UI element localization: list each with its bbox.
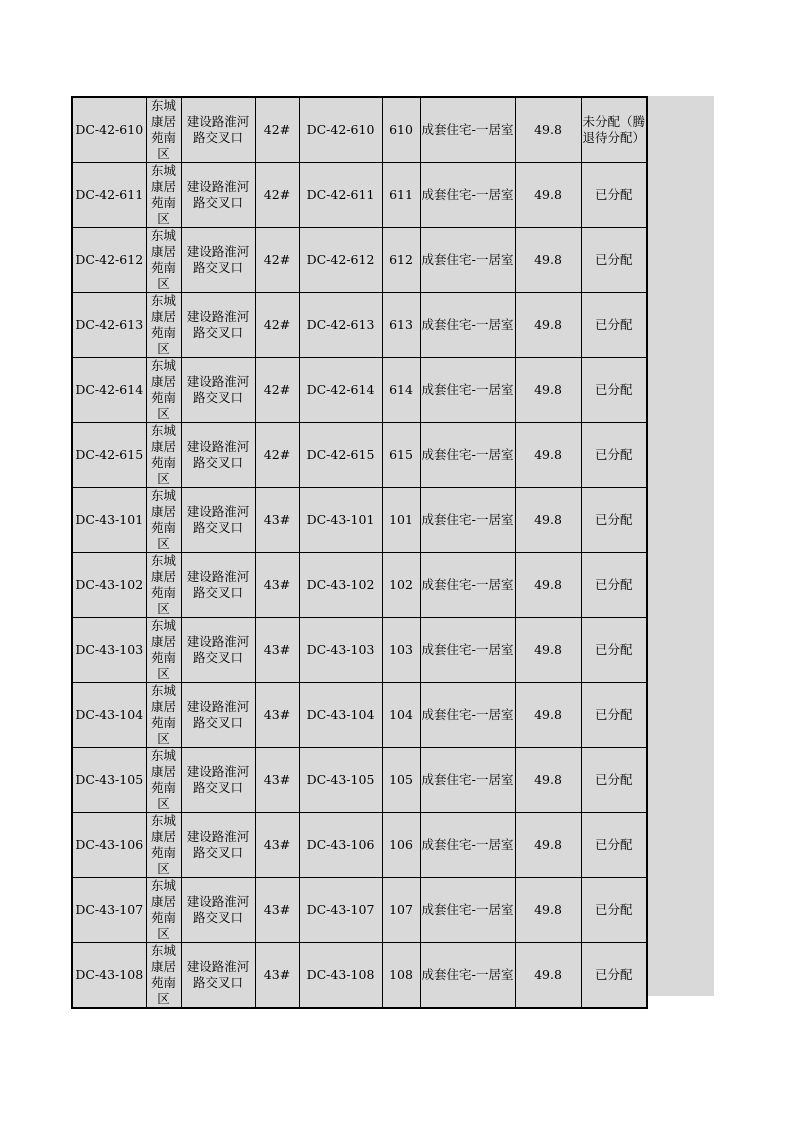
cell-status: 已分配 <box>581 878 647 943</box>
cell-building: 42# <box>255 293 299 358</box>
cell-unit-code: DC-42-611 <box>299 163 382 228</box>
cell-unit-code: DC-42-614 <box>299 358 382 423</box>
cell-status: 已分配 <box>581 423 647 488</box>
cell-room: 101 <box>382 488 420 553</box>
cell-housing-type: 成套住宅-一居室 <box>420 423 515 488</box>
cell-building: 43# <box>255 488 299 553</box>
cell-unit-code: DC-43-106 <box>299 813 382 878</box>
cell-community: 东城康居苑南区 <box>146 293 181 358</box>
cell-community: 东城康居苑南区 <box>146 488 181 553</box>
cell-code: DC-42-615 <box>72 423 146 488</box>
table-row <box>72 228 647 293</box>
cell-building: 43# <box>255 813 299 878</box>
cell-area-size: 49.8 <box>515 683 581 748</box>
housing-table <box>71 96 648 1009</box>
table-row <box>72 618 647 683</box>
sheet-side-band <box>646 96 714 996</box>
cell-building: 43# <box>255 618 299 683</box>
cell-building: 42# <box>255 228 299 293</box>
cell-community: 东城康居苑南区 <box>146 163 181 228</box>
cell-area-size: 49.8 <box>515 488 581 553</box>
cell-area-size: 49.8 <box>515 293 581 358</box>
cell-community: 东城康居苑南区 <box>146 878 181 943</box>
cell-code: DC-43-108 <box>72 943 146 1009</box>
cell-unit-code: DC-43-104 <box>299 683 382 748</box>
cell-area-size: 49.8 <box>515 163 581 228</box>
cell-unit-code: DC-42-612 <box>299 228 382 293</box>
cell-housing-type: 成套住宅-一居室 <box>420 683 515 748</box>
cell-community: 东城康居苑南区 <box>146 228 181 293</box>
cell-housing-type: 成套住宅-一居室 <box>420 618 515 683</box>
cell-area-size: 49.8 <box>515 228 581 293</box>
cell-building: 43# <box>255 943 299 1009</box>
cell-unit-code: DC-42-613 <box>299 293 382 358</box>
cell-room: 104 <box>382 683 420 748</box>
cell-code: DC-43-106 <box>72 813 146 878</box>
cell-unit-code: DC-43-102 <box>299 553 382 618</box>
cell-community: 东城康居苑南区 <box>146 748 181 813</box>
cell-unit-code: DC-43-107 <box>299 878 382 943</box>
table-row <box>72 748 647 813</box>
cell-code: DC-42-610 <box>72 97 146 163</box>
cell-housing-type: 成套住宅-一居室 <box>420 228 515 293</box>
cell-status: 已分配 <box>581 813 647 878</box>
cell-community: 东城康居苑南区 <box>146 553 181 618</box>
cell-code: DC-43-102 <box>72 553 146 618</box>
cell-area-size: 49.8 <box>515 358 581 423</box>
cell-address: 建设路淮河路交叉口 <box>181 618 255 683</box>
cell-status: 已分配 <box>581 618 647 683</box>
cell-status: 已分配 <box>581 553 647 618</box>
table-row <box>72 97 647 163</box>
cell-room: 103 <box>382 618 420 683</box>
cell-community: 东城康居苑南区 <box>146 683 181 748</box>
cell-community: 东城康居苑南区 <box>146 618 181 683</box>
table-row <box>72 943 647 1009</box>
cell-housing-type: 成套住宅-一居室 <box>420 553 515 618</box>
cell-code: DC-42-612 <box>72 228 146 293</box>
cell-address: 建设路淮河路交叉口 <box>181 488 255 553</box>
cell-unit-code: DC-42-610 <box>299 97 382 163</box>
cell-housing-type: 成套住宅-一居室 <box>420 488 515 553</box>
cell-unit-code: DC-43-108 <box>299 943 382 1009</box>
cell-building: 43# <box>255 878 299 943</box>
cell-housing-type: 成套住宅-一居室 <box>420 163 515 228</box>
cell-community: 东城康居苑南区 <box>146 358 181 423</box>
cell-area-size: 49.8 <box>515 553 581 618</box>
cell-code: DC-43-105 <box>72 748 146 813</box>
cell-status: 已分配 <box>581 358 647 423</box>
cell-room: 614 <box>382 358 420 423</box>
cell-code: DC-43-107 <box>72 878 146 943</box>
cell-status: 已分配 <box>581 748 647 813</box>
table-row <box>72 488 647 553</box>
cell-address: 建设路淮河路交叉口 <box>181 293 255 358</box>
cell-room: 106 <box>382 813 420 878</box>
cell-unit-code: DC-42-615 <box>299 423 382 488</box>
cell-status: 已分配 <box>581 293 647 358</box>
cell-status: 已分配 <box>581 488 647 553</box>
cell-code: DC-42-613 <box>72 293 146 358</box>
cell-community: 东城康居苑南区 <box>146 423 181 488</box>
cell-unit-code: DC-43-103 <box>299 618 382 683</box>
cell-room: 105 <box>382 748 420 813</box>
cell-code: DC-43-101 <box>72 488 146 553</box>
cell-address: 建设路淮河路交叉口 <box>181 358 255 423</box>
cell-room: 613 <box>382 293 420 358</box>
cell-room: 108 <box>382 943 420 1009</box>
cell-area-size: 49.8 <box>515 813 581 878</box>
cell-housing-type: 成套住宅-一居室 <box>420 813 515 878</box>
cell-housing-type: 成套住宅-一居室 <box>420 943 515 1009</box>
cell-address: 建设路淮河路交叉口 <box>181 228 255 293</box>
cell-address: 建设路淮河路交叉口 <box>181 813 255 878</box>
table-row <box>72 293 647 358</box>
cell-room: 612 <box>382 228 420 293</box>
cell-room: 107 <box>382 878 420 943</box>
table-row <box>72 358 647 423</box>
cell-address: 建设路淮河路交叉口 <box>181 423 255 488</box>
cell-community: 东城康居苑南区 <box>146 97 181 163</box>
cell-status: 未分配（腾退待分配） <box>581 97 647 163</box>
cell-status: 已分配 <box>581 943 647 1009</box>
cell-code: DC-43-103 <box>72 618 146 683</box>
cell-area-size: 49.8 <box>515 748 581 813</box>
cell-unit-code: DC-43-101 <box>299 488 382 553</box>
cell-housing-type: 成套住宅-一居室 <box>420 878 515 943</box>
cell-area-size: 49.8 <box>515 97 581 163</box>
cell-community: 东城康居苑南区 <box>146 813 181 878</box>
cell-room: 102 <box>382 553 420 618</box>
cell-room: 615 <box>382 423 420 488</box>
cell-area-size: 49.8 <box>515 618 581 683</box>
cell-address: 建设路淮河路交叉口 <box>181 943 255 1009</box>
table-row <box>72 878 647 943</box>
cell-building: 43# <box>255 553 299 618</box>
cell-building: 42# <box>255 423 299 488</box>
cell-building: 42# <box>255 358 299 423</box>
table-row <box>72 553 647 618</box>
cell-status: 已分配 <box>581 163 647 228</box>
cell-address: 建设路淮河路交叉口 <box>181 163 255 228</box>
table-row <box>72 683 647 748</box>
cell-address: 建设路淮河路交叉口 <box>181 878 255 943</box>
cell-area-size: 49.8 <box>515 423 581 488</box>
table-row <box>72 163 647 228</box>
cell-building: 42# <box>255 163 299 228</box>
cell-housing-type: 成套住宅-一居室 <box>420 293 515 358</box>
cell-building: 42# <box>255 97 299 163</box>
table-row <box>72 813 647 878</box>
cell-building: 43# <box>255 748 299 813</box>
cell-address: 建设路淮河路交叉口 <box>181 97 255 163</box>
cell-code: DC-43-104 <box>72 683 146 748</box>
cell-building: 43# <box>255 683 299 748</box>
cell-address: 建设路淮河路交叉口 <box>181 683 255 748</box>
cell-area-size: 49.8 <box>515 878 581 943</box>
cell-status: 已分配 <box>581 228 647 293</box>
cell-housing-type: 成套住宅-一居室 <box>420 748 515 813</box>
cell-address: 建设路淮河路交叉口 <box>181 748 255 813</box>
cell-room: 611 <box>382 163 420 228</box>
cell-code: DC-42-614 <box>72 358 146 423</box>
cell-community: 东城康居苑南区 <box>146 943 181 1009</box>
table-row <box>72 423 647 488</box>
cell-housing-type: 成套住宅-一居室 <box>420 97 515 163</box>
cell-unit-code: DC-43-105 <box>299 748 382 813</box>
cell-area-size: 49.8 <box>515 943 581 1009</box>
cell-room: 610 <box>382 97 420 163</box>
cell-housing-type: 成套住宅-一居室 <box>420 358 515 423</box>
cell-address: 建设路淮河路交叉口 <box>181 553 255 618</box>
cell-code: DC-42-611 <box>72 163 146 228</box>
cell-status: 已分配 <box>581 683 647 748</box>
